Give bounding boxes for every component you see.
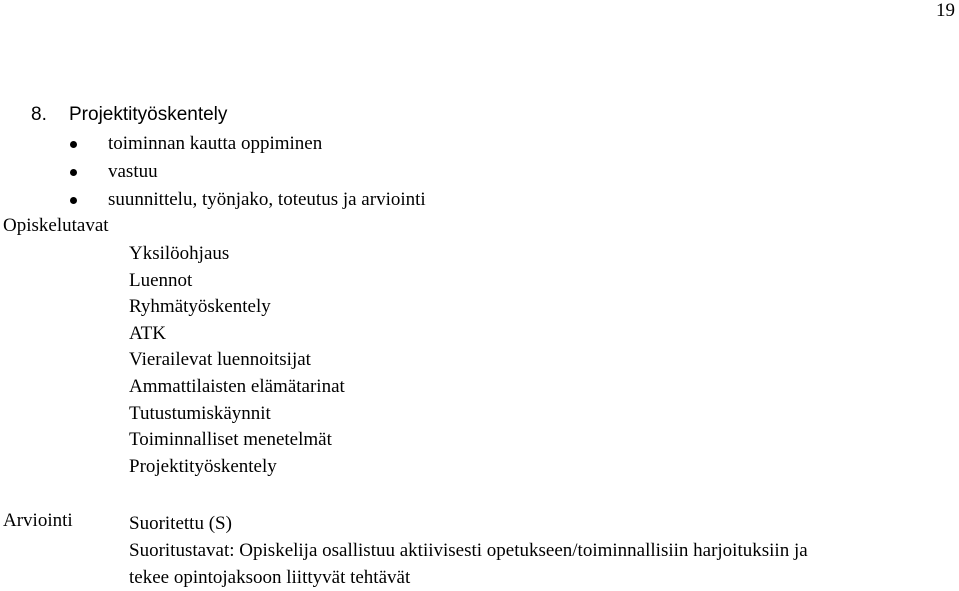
- bullet-dot-icon: [70, 197, 77, 204]
- bullet-item: [70, 161, 426, 189]
- method-item: Yksilöohjaus: [129, 243, 230, 264]
- assessment-line-1: Suoritustavat: Opiskelija osallistuu aktiivisesti opetukseen/toiminnallisiin harjoituksiin ja: [129, 540, 808, 561]
- assessment-line-2: tekee opintojaksoon liittyvät tehtävät: [129, 567, 411, 588]
- method-item: Ryhmätyöskentely: [129, 296, 271, 318]
- method-item: Toiminnalliset menetelmät: [129, 429, 332, 451]
- method-item: Projektityöskentely: [129, 455, 277, 477]
- bullet-text: vastuu: [108, 161, 158, 182]
- method-item: ATK: [129, 322, 166, 344]
- page-number: 19: [936, 0, 955, 21]
- methods-label: Opiskelutavat: [3, 215, 109, 236]
- bullet-text: suunnittelu, työnjako, toteutus ja arviointi: [108, 189, 426, 210]
- bullet-list: [70, 133, 426, 217]
- bullet-dot-icon: [70, 169, 77, 176]
- method-item: Ammattilaisten elämätarinat: [129, 375, 345, 397]
- heading-title: Projektityöskentely: [69, 104, 228, 125]
- heading-number: 8.: [31, 104, 47, 125]
- bullet-dot-icon: [70, 141, 77, 148]
- methods-list: [129, 243, 345, 482]
- assessment-grade: Suoritettu (S): [129, 513, 232, 534]
- bullet-text: toiminnan kautta oppiminen: [108, 133, 323, 154]
- method-item: Luennot: [129, 269, 193, 291]
- section-heading: [31, 104, 227, 126]
- method-item: Vierailevat luennoitsijat: [129, 349, 311, 371]
- bullet-item: [70, 133, 426, 161]
- assessment-label: Arviointi: [3, 510, 73, 531]
- method-item: Tutustumiskäynnit: [129, 402, 271, 424]
- assessment-details: [129, 510, 808, 591]
- bullet-item: [70, 189, 426, 217]
